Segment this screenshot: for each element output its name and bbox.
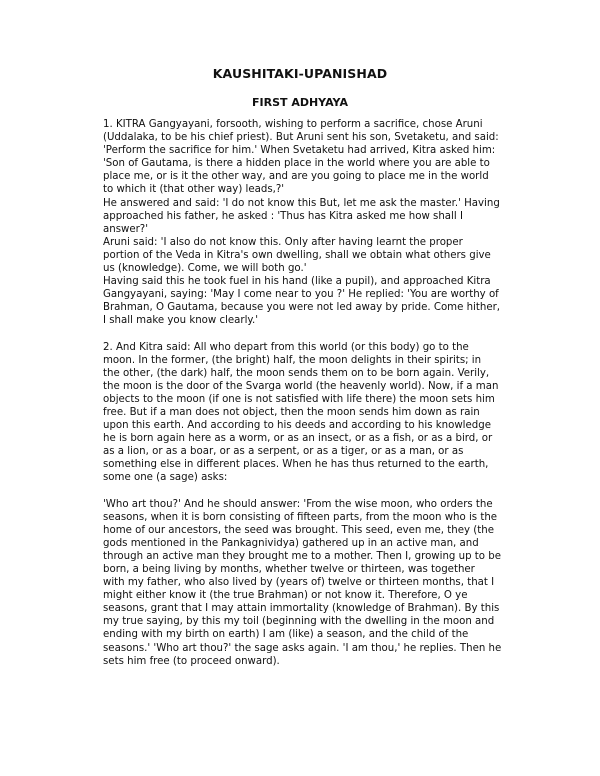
text-line: place me, or is it the other way, and are you going to place me in the world (103, 171, 489, 183)
text-line: upon this earth. And according to his deeds and according to his knowledge (103, 420, 491, 432)
text-line: seasons, when it is born consisting of fifteen parts, from the moon who is the (103, 511, 498, 523)
text-line: I shall make you know clearly.' (103, 315, 259, 327)
text-line: my true saying, by this my toil (beginning with the dwelling in the moon and (103, 616, 495, 628)
text-line: objects to the moon (if one is not satisfied with life there) the moon sets him (103, 393, 495, 405)
text-line: to which it (that other way) leads,?' (103, 184, 285, 196)
text-line: home of our ancestors, the seed was brought. This seed, even me, they (the (103, 524, 494, 536)
text-line: seasons.' 'Who art thou?' the sage asks again. 'I am thou,' he replies. Then he (103, 642, 502, 654)
text-line: Brahman, O Gautama, because you were not led away by pride. Come hither, (103, 302, 501, 314)
paragraph-1 (103, 118, 523, 328)
text-line: moon. In the former, (the bright) half, the moon delights in their spirits; in (103, 354, 482, 366)
text-line: might either know it (the true Brahman) or not know it. Therefore, O ye (103, 590, 468, 602)
text-line: 1. KITRA Gangyayani, forsooth, wishing to perform a sacrifice, chose Aruni (103, 119, 483, 130)
text-line: Aruni said: 'I also do not know this. Only after having learnt the proper (103, 236, 463, 248)
text-line: with my father, who also lived by (years of) twelve or thirteen months, that I (103, 577, 495, 589)
document-body (103, 118, 523, 668)
text-line: (Uddalaka, to be his chief priest). But Aruni sent his son, Svetaketu, and said: (103, 132, 499, 144)
document-title: KAUSHITAKI-UPANISHAD (212, 66, 388, 81)
paragraph-3 (103, 498, 523, 668)
text-line: 2. And Kitra said: All who depart from this world (or this body) go to the (103, 341, 469, 353)
text-line: as a lion, or as a boar, or as a serpent, or as a tiger, or as a man, or as (103, 446, 464, 458)
paragraph-2 (103, 341, 523, 485)
text-line: Gangyayani, saying: 'May I come near to you ?' He replied: 'You are worthy of (103, 289, 499, 301)
text-line: seasons, grant that I may attain immortality (knowledge of Brahman). By this (103, 603, 500, 615)
text-line: the other, (the dark) half, the moon sends them on to be born again. Verily, (103, 367, 490, 379)
text-line: some one (a sage) asks: (103, 472, 228, 484)
text-line: Having said this he took fuel in his hand (like a pupil), and approached Kitra (103, 276, 491, 288)
text-line: born, a being living by months, whether twelve or thirteen, was together (103, 564, 475, 575)
text-line: He answered and said: 'I do not know this But, let me ask the master.' Having (103, 197, 500, 209)
text-line: 'Son of Gautama, is there a hidden place in the world where you are able to (103, 158, 490, 170)
text-line: he is born again here as a worm, or as an insect, or as a fish, or as a bird, or (103, 433, 493, 445)
text-line: answer?' (103, 223, 149, 235)
text-line: ending with my birth on earth) I am (like) a season, and the child of the (103, 629, 469, 641)
text-line: 'Perform the sacrifice for him.' When Svetaketu had arrived, Kitra asked him: (103, 145, 496, 157)
text-line: sets him free (to proceed onward). (103, 655, 280, 667)
text-line: free. But if a man does not object, then the moon sends him down as rain (103, 406, 480, 418)
text-line: portion of the Veda in Kitra's own dwelling, shall we obtain what others give (103, 249, 491, 261)
text-line: approached his father, he asked : 'Thus has Kitra asked me how shall I (103, 210, 463, 222)
text-line: 'Who art thou?' And he should answer: 'From the wise moon, who orders the (103, 498, 493, 510)
chapter-heading: FIRST ADHYAYA (252, 96, 348, 109)
text-line: gods mentioned in the Pankagnividya) gathered up in an active man, and (103, 537, 479, 549)
text-line: through an active man they brought me to a mother. Then I, growing up to be (103, 550, 501, 562)
text-line: us (knowledge). Come, we will both go.' (103, 263, 307, 275)
text-line: the moon is the door of the Svarga world (the heavenly world). Now, if a man (103, 380, 499, 392)
text-line: something else in different places. When he has thus returned to the earth, (103, 459, 489, 471)
